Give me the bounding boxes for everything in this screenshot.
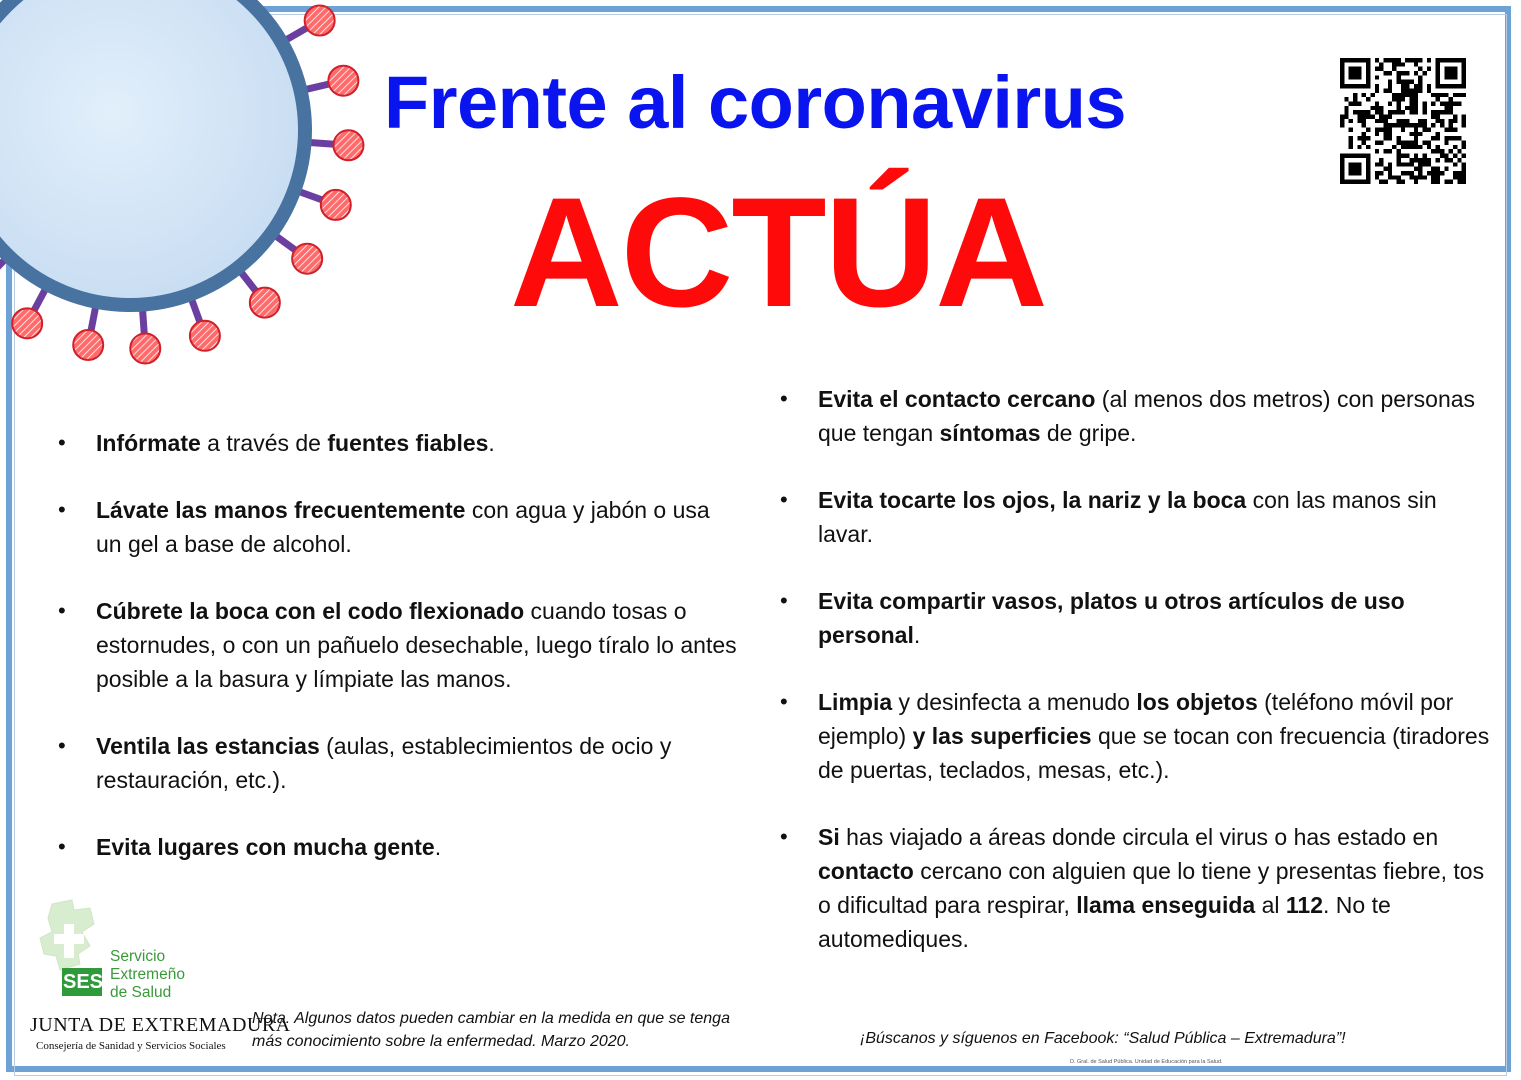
advice-column-right bbox=[780, 382, 1495, 989]
advice-text: (teléfono móvil por ejemplo) bbox=[818, 689, 1454, 749]
ses-name-line: Extremeño bbox=[110, 966, 185, 983]
advice-text: con las manos sin lavar. bbox=[818, 487, 1437, 547]
advice-emphasis: 112 bbox=[1285, 892, 1324, 918]
nota-disclaimer: Nota. Algunos datos pueden cambiar en la medida en que se tenga más conocimiento sobre la enfermedad. Marzo 2020. bbox=[252, 1010, 730, 1050]
advice-text: a través de bbox=[200, 430, 328, 456]
advice-emphasis: Evita compartir vasos, platos u otros artículos de uso personal bbox=[818, 588, 1405, 648]
advice-list-right bbox=[780, 382, 1495, 956]
qr-code-icon[interactable] bbox=[1340, 58, 1466, 184]
advice-emphasis: Infórmate bbox=[96, 430, 201, 456]
advice-item bbox=[58, 594, 738, 696]
ses-name-line: de Salud bbox=[110, 984, 172, 1001]
advice-emphasis: llama enseguida bbox=[1076, 892, 1256, 918]
advice-text: has viajado a áreas donde circula el virus o has estado en bbox=[839, 824, 1439, 850]
advice-emphasis: Cúbrete la boca con el codo flexionado bbox=[96, 598, 525, 624]
advice-text: (al menos dos metros) con personas que tengan bbox=[818, 386, 1476, 446]
ses-abbreviation: SES bbox=[63, 971, 104, 993]
credit-line: D. Gral. de Salud Pública. Unidad de Educación para la Salud. bbox=[1070, 1059, 1223, 1065]
advice-item bbox=[780, 483, 1495, 551]
ses-name-line: Servicio bbox=[110, 948, 166, 965]
advice-emphasis: y las superficies bbox=[912, 723, 1092, 749]
advice-emphasis: contacto bbox=[818, 858, 914, 884]
advice-emphasis: síntomas bbox=[939, 420, 1041, 446]
advice-item bbox=[780, 382, 1495, 450]
advice-text: . No te automediques. bbox=[818, 892, 1391, 952]
advice-item bbox=[58, 729, 738, 797]
advice-list-left bbox=[58, 426, 738, 864]
advice-text: de gripe. bbox=[1040, 420, 1137, 446]
advice-text: al bbox=[1255, 892, 1286, 918]
facebook-callout: ¡Búscanos y síguenos en Facebook: “Salud Pública – Extremadura”! bbox=[860, 1030, 1346, 1047]
advice-text: . bbox=[488, 430, 495, 456]
advice-emphasis: fuentes fiables bbox=[327, 430, 489, 456]
advice-emphasis: Evita el contacto cercano bbox=[818, 386, 1096, 412]
advice-text: . bbox=[434, 834, 442, 860]
advice-item bbox=[780, 820, 1495, 956]
advice-text: con agua y jabón o usa un gel a base de alcohol. bbox=[96, 497, 710, 557]
advice-text: cercano con alguien que lo tiene y presentas fiebre, tos o dificultad para respirar, bbox=[818, 858, 1485, 918]
advice-emphasis: Si bbox=[818, 824, 840, 850]
poster-title: Frente al coronavirus bbox=[384, 61, 1127, 144]
advice-emphasis: los objetos bbox=[1136, 689, 1258, 715]
advice-text: . bbox=[913, 622, 921, 648]
poster-headline: ACTÚA bbox=[510, 166, 1046, 340]
advice-emphasis: Ventila las estancias bbox=[96, 733, 320, 759]
advice-item bbox=[780, 685, 1495, 787]
advice-emphasis: Limpia bbox=[818, 689, 893, 715]
junta-extremadura-label: JUNTA DE EXTREMADURA bbox=[30, 1014, 291, 1036]
advice-text: que se tocan con frecuencia (tiradores de puertas, teclados, mesas, etc.). bbox=[818, 723, 1490, 783]
advice-item bbox=[58, 830, 738, 864]
advice-emphasis: Evita tocarte los ojos, la nariz y la boca bbox=[818, 487, 1247, 513]
ses-name bbox=[110, 948, 185, 1002]
advice-text: cuando tosas o estornudes, o con un pañuelo desechable, luego tíralo lo antes posible a la basura y límpiate las manos. bbox=[96, 598, 737, 692]
advice-item bbox=[780, 584, 1495, 652]
advice-item bbox=[58, 426, 738, 460]
advice-column-left bbox=[58, 426, 738, 897]
advice-text: (aulas, establecimientos de ocio y restauración, etc.). bbox=[96, 733, 672, 793]
consejeria-label: Consejería de Sanidad y Servicios Sociales bbox=[36, 1040, 226, 1052]
coronavirus-illustration-icon bbox=[0, 0, 380, 390]
advice-text: y desinfecta a menudo bbox=[892, 689, 1137, 715]
advice-emphasis: Lávate las manos frecuentemente bbox=[96, 497, 466, 523]
advice-item bbox=[58, 493, 738, 561]
advice-emphasis: Evita lugares con mucha gente bbox=[96, 834, 435, 860]
